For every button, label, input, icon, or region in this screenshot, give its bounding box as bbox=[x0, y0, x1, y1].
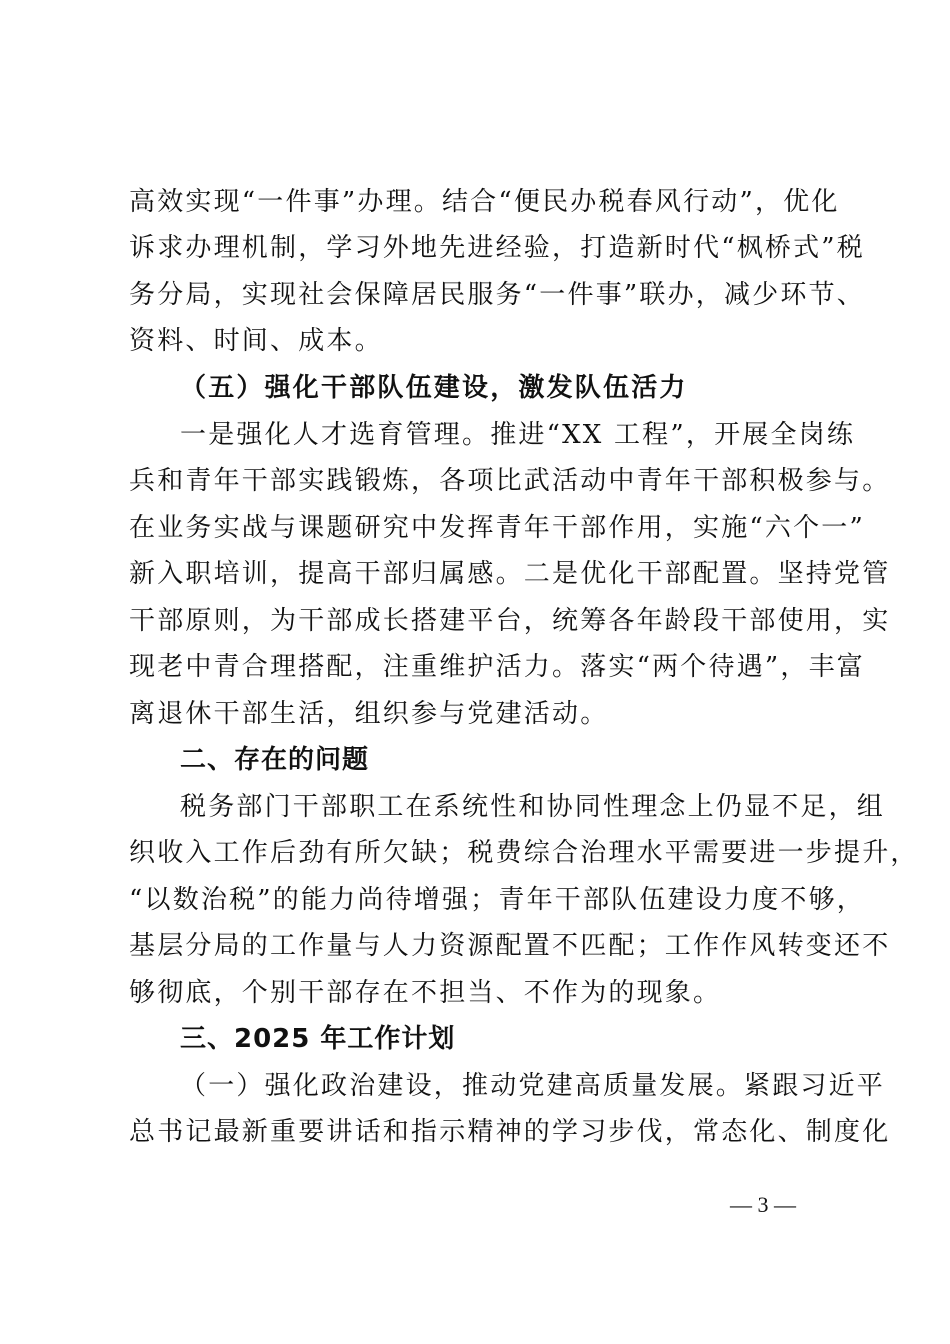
body-text-line: （一）强化政治建设，推动党建高质量发展。紧跟习近平 bbox=[180, 1071, 886, 1101]
page-number: — 3 — bbox=[730, 1192, 796, 1217]
section-heading: 三、2025 年工作计划 bbox=[180, 1024, 456, 1054]
body-text-line: 一是强化人才选育管理。推进“XX 工程”，开展全岗练 bbox=[180, 420, 856, 450]
body-text-line: 基层分局的工作量与人力资源配置不匹配；工作作风转变还不 bbox=[129, 931, 891, 961]
body-text-line: 高效实现“一件事”办理。结合“便民办税春风行动”，优化 bbox=[129, 187, 840, 217]
body-text-line: 税务部门干部职工在系统性和协同性理念上仍显不足，组 bbox=[180, 792, 886, 822]
body-text-line: 诉求办理机制，学习外地先进经验，打造新时代“枫桥式”税 bbox=[129, 233, 865, 263]
body-text-line: 够彻底，个别干部存在不担当、不作为的现象。 bbox=[129, 978, 722, 1008]
section-subheading: （五）强化干部队伍建设，激发队伍活力 bbox=[180, 373, 688, 403]
body-text-line: “以数治税”的能力尚待增强；青年干部队伍建设力度不够， bbox=[129, 885, 865, 915]
body-text-line: 现老中青合理搭配，注重维护活力。落实“两个待遇”，丰富 bbox=[129, 652, 865, 682]
body-text-line: 新入职培训，提高干部归属感。二是优化干部配置。坚持党管 bbox=[129, 559, 891, 589]
body-text-line: 兵和青年干部实践锻炼，各项比武活动中青年干部积极参与。 bbox=[129, 466, 891, 496]
body-text-line: 在业务实战与课题研究中发挥青年干部作用，实施“六个一” bbox=[129, 513, 865, 543]
section-heading: 二、存在的问题 bbox=[180, 745, 370, 775]
body-text-line: 干部原则，为干部成长搭建平台，统筹各年龄段干部使用，实 bbox=[129, 606, 891, 636]
body-text-line: 资料、时间、成本。 bbox=[129, 326, 383, 356]
body-text-line: 离退休干部生活，组织参与党建活动。 bbox=[129, 699, 609, 729]
body-text-line: 务分局，实现社会保障居民服务“一件事”联办，减少环节、 bbox=[129, 280, 865, 310]
body-text-line: 总书记最新重要讲话和指示精神的学习步伐，常态化、制度化 bbox=[129, 1117, 891, 1147]
body-text-line: 织收入工作后劲有所欠缺；税费综合治理水平需要进一步提升， bbox=[129, 838, 919, 868]
